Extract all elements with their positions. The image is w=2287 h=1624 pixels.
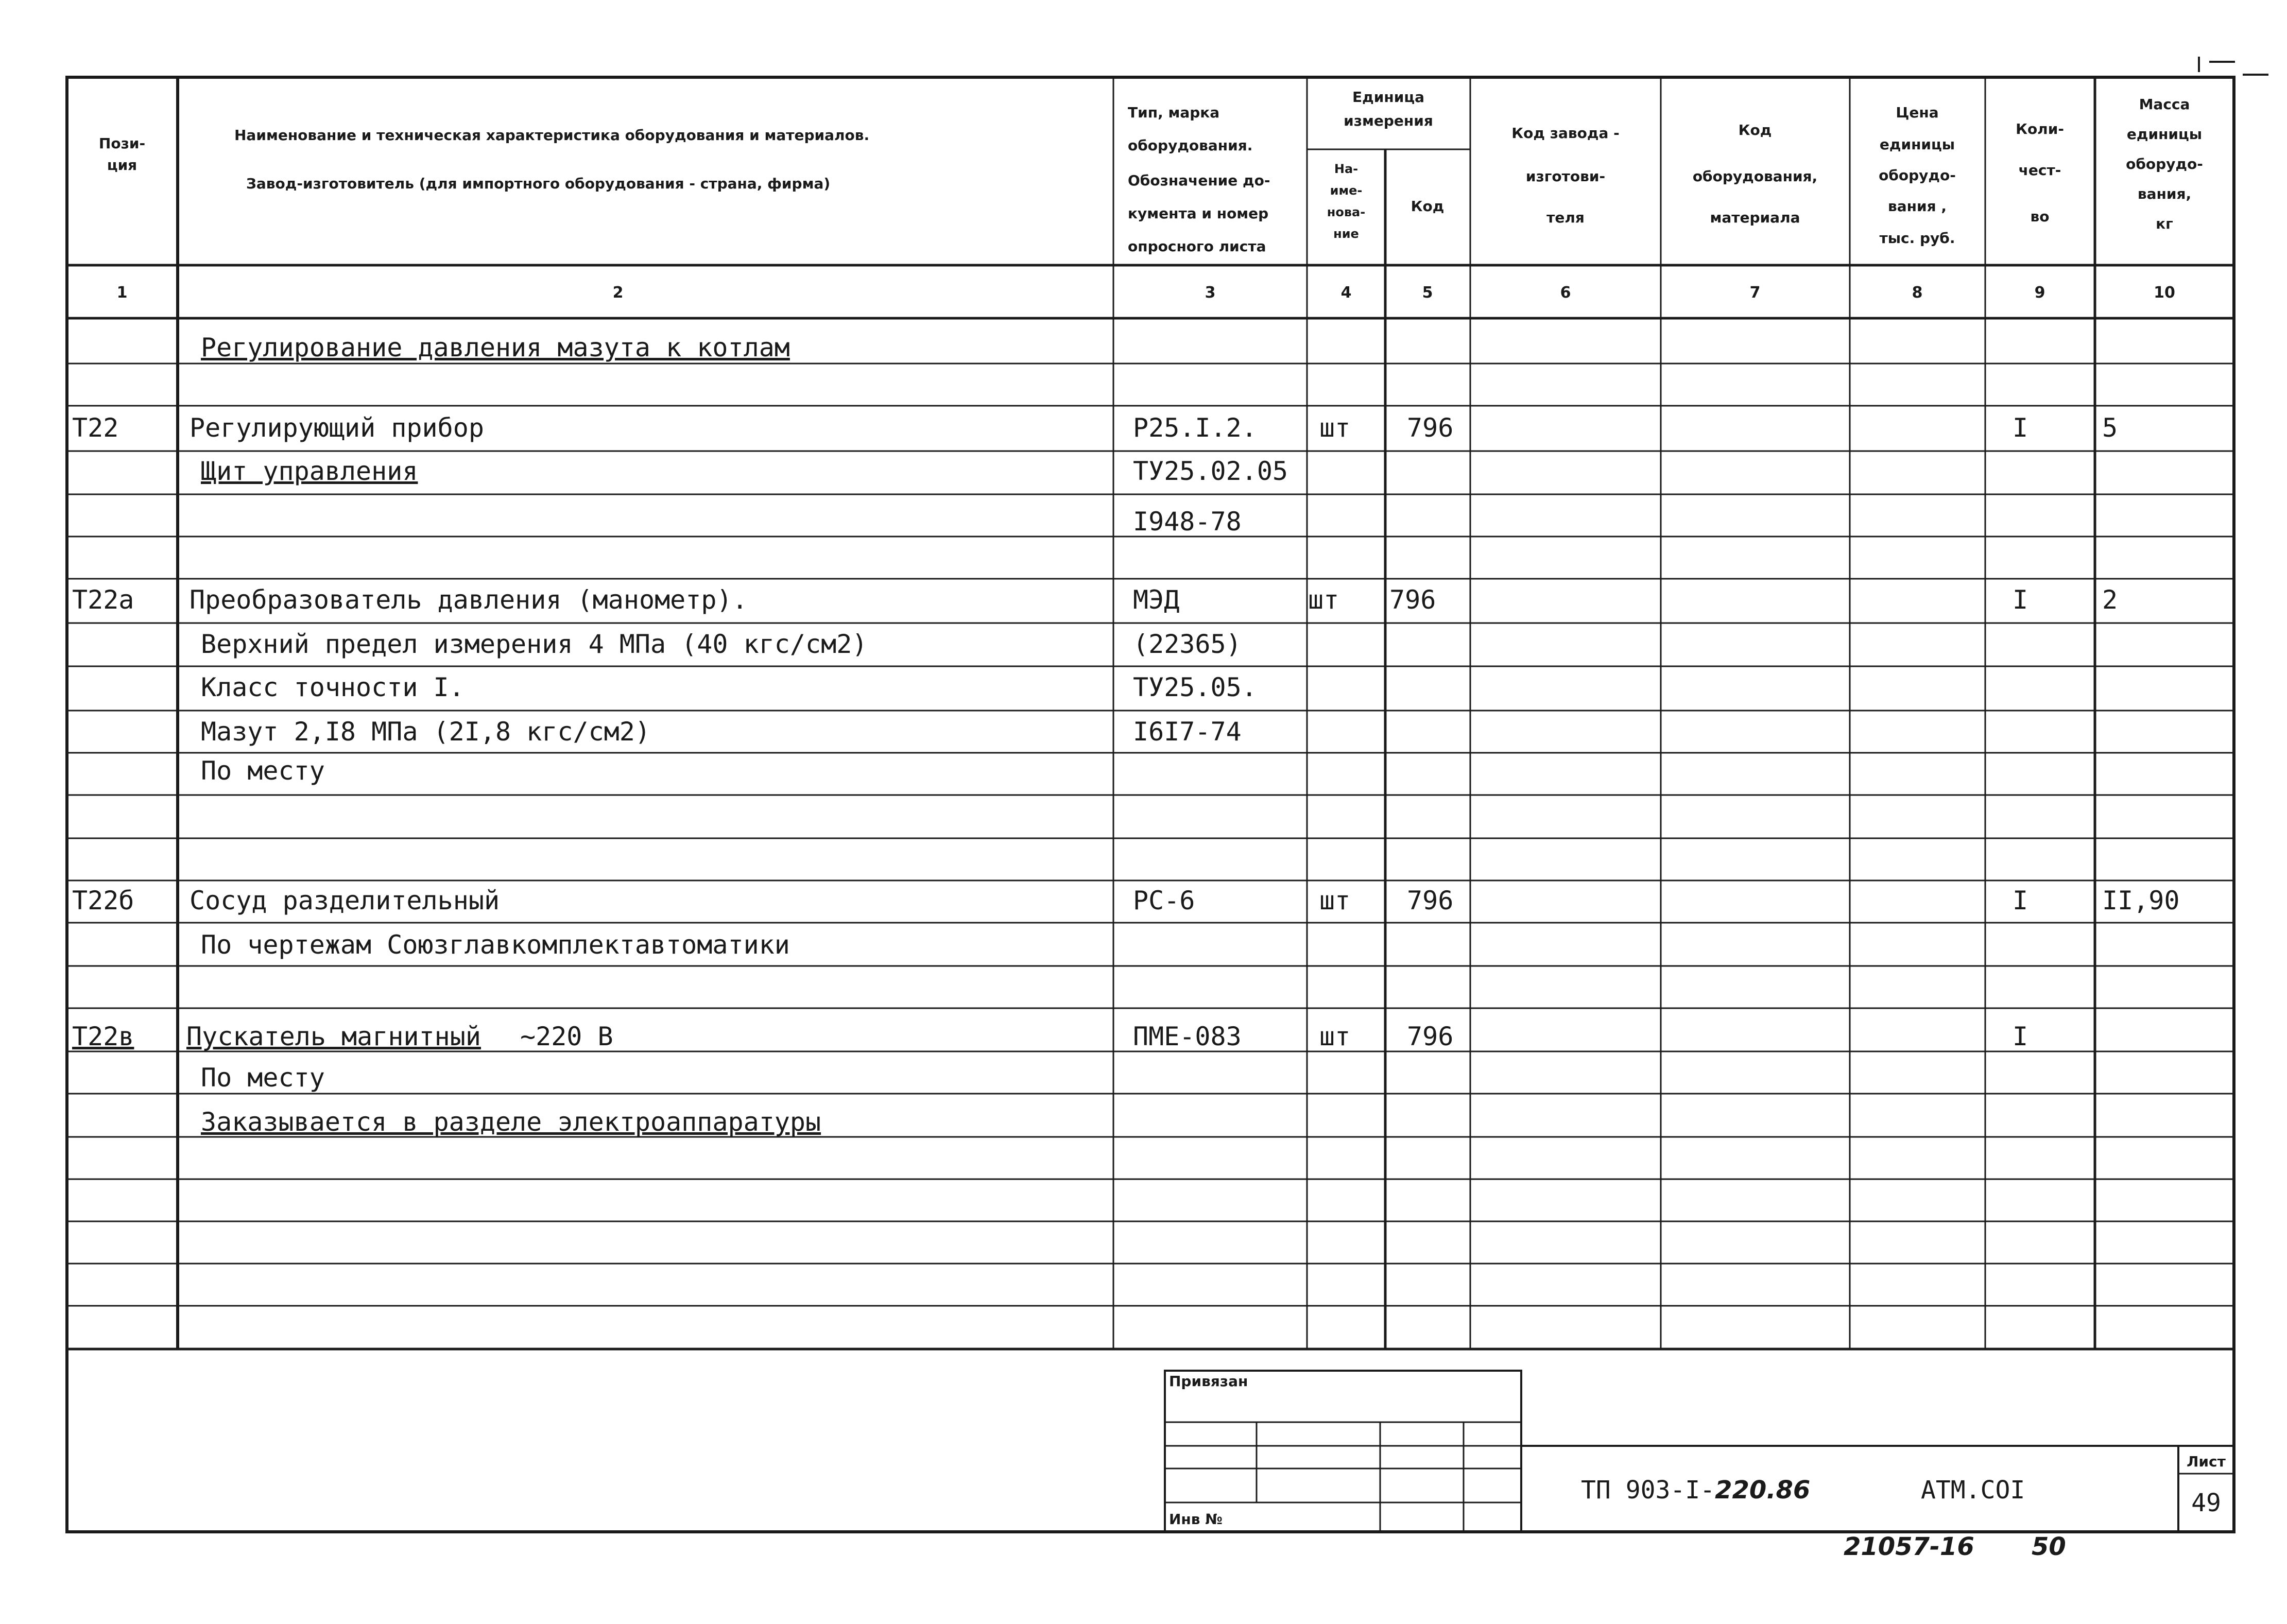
column-number: 10 xyxy=(2154,284,2175,302)
cell-type: РС-6 xyxy=(1133,886,1195,915)
cell-name: Преобразователь давления (манометр). xyxy=(190,585,748,615)
header-type: оборудования. xyxy=(1128,137,1253,154)
cell-type: ТУ25.05. xyxy=(1133,672,1257,702)
header-plant-code: изготови- xyxy=(1525,168,1606,185)
cell-quantity: I xyxy=(2013,585,2028,615)
header-equipment-code: оборудования, xyxy=(1692,168,1818,185)
column-number: 8 xyxy=(1912,284,1923,302)
header-quantity: во xyxy=(2030,208,2050,225)
document-code-handwritten: 220.86 xyxy=(1715,1476,1811,1505)
page-number: 50 xyxy=(2032,1532,2066,1561)
cell-quantity: I xyxy=(2013,1022,2028,1051)
header-mass: единицы xyxy=(2126,126,2203,143)
column-number: 7 xyxy=(1749,284,1761,302)
header-manufacturer: Завод-изготовитель (для импортного оборудования - страна, фирма) xyxy=(246,175,831,192)
stamp-inventory-label: Инв № xyxy=(1169,1511,1223,1528)
cell-mass: II,90 xyxy=(2102,886,2180,915)
cell-mass: 5 xyxy=(2102,413,2118,443)
document-code xyxy=(1581,1476,1810,1505)
cell-position: Т22б xyxy=(72,886,134,915)
spec-table-grid xyxy=(67,77,2234,1532)
cell-quantity: I xyxy=(2013,413,2028,443)
header-type: Обозначение до- xyxy=(1128,172,1270,189)
header-plant-code: теля xyxy=(1546,209,1585,226)
cell-name: По месту xyxy=(201,1063,325,1093)
table-row xyxy=(201,1107,821,1137)
header-equipment-code: Код xyxy=(1738,122,1772,139)
cell-name: Заказывается в разделе электроаппаратуры xyxy=(201,1107,821,1137)
cell-name: Мазут 2,I8 МПа (2I,8 кгс/см2) xyxy=(201,717,650,747)
table-row xyxy=(1133,507,1242,537)
cell-mass: 2 xyxy=(2102,585,2118,615)
cell-code: 796 xyxy=(1407,1022,1454,1051)
corner-mark xyxy=(2199,57,2268,75)
header-mass: Масса xyxy=(2139,96,2190,113)
table-row xyxy=(201,672,1257,702)
column-number: 6 xyxy=(1560,284,1571,302)
cell-voltage: ~220 В xyxy=(520,1022,613,1051)
header-quantity: Коли- xyxy=(2016,120,2064,137)
archive-number: 21057-16 xyxy=(1844,1532,1974,1561)
sheet-number: 49 xyxy=(2191,1489,2221,1517)
column-number: 1 xyxy=(116,284,128,302)
cell-type: Р25.I.2. xyxy=(1133,413,1257,443)
document-mark: АТМ.COI xyxy=(1921,1476,2025,1505)
table-row xyxy=(201,717,1242,747)
header-price: оборудо- xyxy=(1879,167,1956,184)
table-row xyxy=(201,756,325,786)
header-position: Пози- xyxy=(98,135,146,152)
cell-type: I6I7-74 xyxy=(1133,717,1242,747)
column-number: 5 xyxy=(1422,284,1433,302)
cell-name: Щит управления xyxy=(201,456,418,486)
header-price: вания , xyxy=(1888,198,1947,215)
cell-type: I948-78 xyxy=(1133,507,1242,537)
header-mass: вания, xyxy=(2137,185,2192,202)
column-number: 4 xyxy=(1340,284,1352,302)
cell-position: Т22а xyxy=(72,585,134,615)
cell-type: ПМЕ-083 xyxy=(1133,1022,1242,1051)
column-number: 9 xyxy=(2034,284,2045,302)
stamp-linked-label: Привязан xyxy=(1169,1373,1248,1390)
cell-name: Пускатель магнитный xyxy=(186,1022,481,1051)
cell-name: Класс точности I. xyxy=(201,672,465,702)
column-number: 2 xyxy=(612,284,624,302)
cell-type: МЭД xyxy=(1133,585,1180,615)
cell-unit: шт xyxy=(1319,1022,1351,1051)
cell-name: По чертежам Союзглавкомплектавтоматики xyxy=(201,930,790,960)
title-block xyxy=(1165,1371,2234,1532)
header-unit-code: Код xyxy=(1411,198,1445,215)
document-code-prefix: ТП 903-I- xyxy=(1581,1476,1715,1505)
cell-type: ТУ25.02.05 xyxy=(1133,456,1288,486)
table-row xyxy=(72,1022,2028,1051)
header-type: опросного листа xyxy=(1128,238,1266,255)
cell-name: По месту xyxy=(201,756,325,786)
header-price: единицы xyxy=(1879,136,1955,153)
header-unit-name: нова- xyxy=(1327,205,1366,219)
cell-unit: шт xyxy=(1319,886,1351,915)
header-unit-name: На- xyxy=(1334,162,1359,176)
header-price: тыс. руб. xyxy=(1879,230,1955,247)
cell-unit: шт xyxy=(1319,413,1351,443)
header-plant-code: Код завода - xyxy=(1511,125,1620,142)
table-header xyxy=(99,89,2203,255)
cell-position: Т22 xyxy=(72,413,119,443)
table-row xyxy=(72,413,2118,443)
table-row xyxy=(201,1063,325,1093)
header-quantity: чест- xyxy=(2018,162,2061,179)
cell-position: Т22в xyxy=(72,1022,134,1051)
header-position: ция xyxy=(107,157,137,174)
header-mass: оборудо- xyxy=(2126,156,2203,172)
header-equipment-code: материала xyxy=(1710,209,1800,226)
cell-name: Верхний предел измерения 4 МПа (40 кгс/см2) xyxy=(201,629,868,659)
cell-quantity: I xyxy=(2013,886,2028,915)
cell-unit: шт xyxy=(1308,585,1339,615)
table-row xyxy=(72,585,2118,615)
table-row xyxy=(201,930,790,960)
cell-name: Сосуд разделительный xyxy=(190,886,500,915)
header-name: Наименование и техническая характеристика оборудования и материалов. xyxy=(234,127,870,144)
header-unit-group: Единица xyxy=(1352,89,1424,106)
table-row xyxy=(201,456,1288,486)
section-title: Регулирование давления мазута к котлам xyxy=(201,333,790,362)
header-type: кумента и номер xyxy=(1128,205,1269,222)
column-number-row xyxy=(117,284,2175,302)
cell-code: 796 xyxy=(1389,585,1436,615)
table-row xyxy=(201,629,1242,659)
column-number: 3 xyxy=(1205,284,1216,302)
header-price: Цена xyxy=(1896,104,1939,121)
cell-code: 796 xyxy=(1407,413,1454,443)
cell-name: Регулирующий прибор xyxy=(190,413,484,443)
header-type: Тип, марка xyxy=(1128,104,1220,121)
cell-type: (22365) xyxy=(1133,629,1242,659)
header-mass: кг xyxy=(2156,215,2173,232)
header-unit-name: име- xyxy=(1330,183,1363,198)
header-unit-name: ние xyxy=(1333,227,1359,241)
table-body xyxy=(72,333,2180,1137)
header-unit-group: измерения xyxy=(1344,112,1433,129)
cell-code: 796 xyxy=(1407,886,1454,915)
sheet-label: Лист xyxy=(2187,1453,2226,1470)
table-row xyxy=(72,886,2180,915)
